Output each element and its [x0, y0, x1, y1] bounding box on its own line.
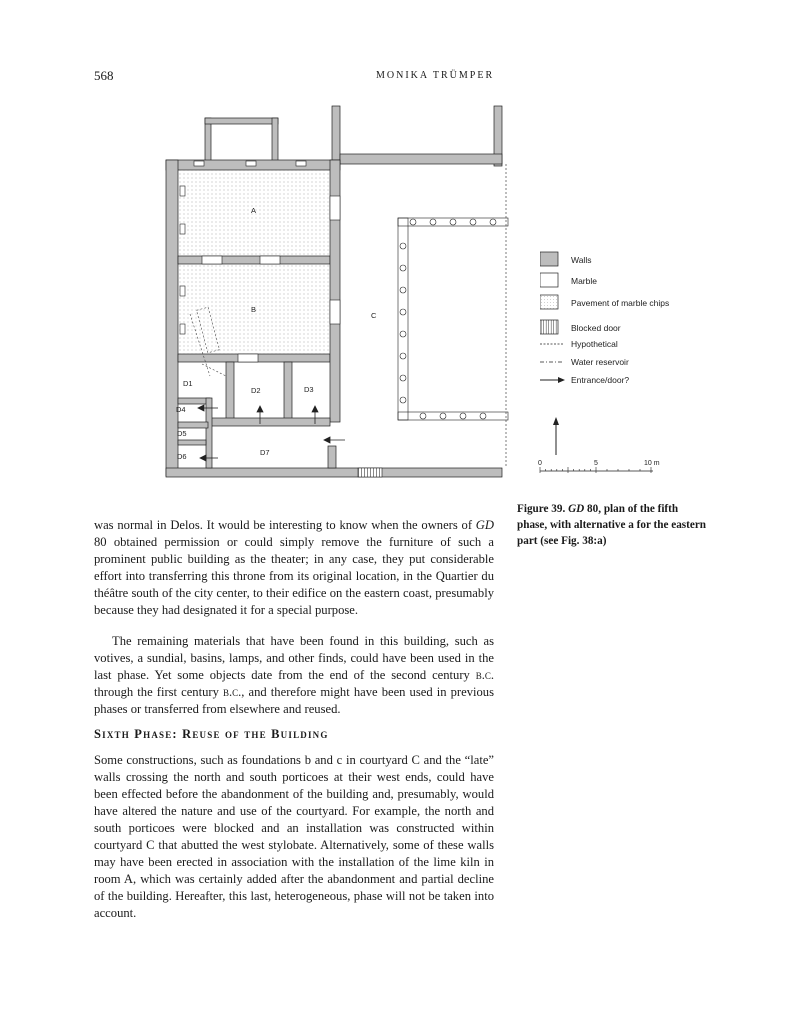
paragraph-2-text-a: The remaining materials that have been found in this building, such as votives, a sundial, basins, lamps, and other finds, could have been used in the last phase. Yet some objects date from the end of the second century — [94, 634, 494, 682]
wall-d2-d3 — [284, 362, 292, 424]
paragraph-1-text-b: 80 obtained permission or could simply remove the furniture of such a prominent public building as the theater; in any case, they put considerable effort into transferring this throne from its original location, in the Quartier du théâtre south of the city center, to their edifice on the eastern coast, presumably because they had designated it for a special purpose. — [94, 535, 494, 617]
wall-d5-north — [178, 422, 208, 428]
wall-east-north — [332, 106, 340, 163]
room-label-d5: D5 — [177, 429, 187, 438]
section-title: Sixth Phase: Reuse of the Building — [94, 727, 329, 741]
figure-legend — [540, 250, 740, 390]
room-label-a: A — [251, 206, 257, 215]
caption-rest: 80, plan of the fifth phase, with alternative a for the eastern part (see Fig. 38:a) — [517, 503, 707, 547]
floor-plan — [150, 96, 530, 496]
room-label-d2: D2 — [251, 386, 261, 395]
threshold-east-b — [330, 300, 340, 324]
paragraph-1-italic: GD — [475, 518, 494, 532]
paragraph-2-era-1: b.c. — [475, 668, 494, 682]
legend-marble-label: Marble — [571, 276, 597, 286]
room-label-d1: D1 — [183, 379, 193, 388]
wall-annex-west — [205, 118, 211, 161]
paragraph-2 — [94, 633, 494, 718]
wall-far-north — [340, 154, 502, 164]
wall-d1-d2 — [226, 362, 234, 424]
legend-pavement-label: Pavement of marble chips — [571, 298, 670, 308]
paragraph-3 — [94, 752, 494, 922]
threshold-east-a — [330, 196, 340, 220]
caption-prefix: Figure 39. — [517, 503, 569, 515]
threshold-south — [358, 468, 382, 477]
caption-italic: GD — [568, 503, 585, 515]
portico-columns — [398, 218, 508, 420]
paragraph-1 — [94, 517, 494, 619]
room-label-c: C — [371, 311, 377, 320]
room-label-d7: D7 — [260, 448, 270, 457]
legend-arrow-icon — [540, 377, 565, 383]
scale-label-0: 0 — [538, 460, 542, 467]
wall-d-south — [210, 418, 330, 426]
legend-blocked-door-swatch — [540, 320, 558, 334]
wall-d7-east — [328, 446, 336, 468]
legend-marble-swatch — [540, 273, 558, 287]
wall-annex-east — [272, 118, 278, 161]
threshold-a-b-2 — [260, 256, 280, 264]
scale-label-5: 5 — [594, 460, 598, 467]
room-label-d6: D6 — [177, 452, 187, 461]
wall-annex-north — [205, 118, 278, 124]
legend-water-label: Water reservoir — [571, 357, 629, 367]
paragraph-1-text-a: was normal in Delos. It would be interesting to know when the owners of — [94, 518, 476, 532]
legend-walls-label: Walls — [571, 255, 592, 265]
north-arrow-icon — [553, 417, 559, 455]
room-label-d3: D3 — [304, 385, 314, 394]
paragraph-2-text-b: through the first century — [94, 685, 223, 699]
wall-d4-north — [178, 398, 210, 404]
wall-south — [166, 468, 502, 477]
running-head: MONIKA TRÜMPER — [376, 70, 495, 81]
entrance-arrows — [198, 405, 345, 461]
wall-d5-south — [178, 440, 206, 445]
threshold-a-b — [202, 256, 222, 264]
legend-hypothetical-label: Hypothetical — [571, 339, 618, 349]
room-label-b: B — [251, 305, 257, 314]
scale-label-10: 10 m — [644, 460, 660, 467]
scale-bar — [538, 415, 668, 475]
legend-arrow-label: Entrance/door? — [571, 375, 630, 385]
paragraph-2-text-c: , and therefore might have been used in previous phases or transferred from elsewhere and reused. — [94, 685, 494, 716]
paragraph-3-text: Some constructions, such as foundations b and c in courtyard C and the “late” walls crossing the north and south porticoes at their west ends, could have been effected before the abandonment of the building and, presumably, would have altered the nature and use of the courtyard. For example, the north and south porticoes were blocked and an installation was constructed within courtyard C that abutted the west stylobate. Alternatively, some of these walls may have been erected in association with the installation of the lime kiln in room A, which was certainly added after the abandonment and partial decline of the building. Hereafter, this last, heterogeneous, phase will not be taken into account. — [94, 753, 494, 920]
legend-walls-swatch — [540, 252, 558, 266]
room-label-d4: D4 — [176, 405, 186, 414]
paragraph-2-era-2: b.c. — [222, 685, 242, 699]
legend-pavement-swatch — [540, 295, 558, 309]
wall-a-b — [178, 256, 330, 264]
figure-caption — [517, 501, 707, 549]
threshold-b-d — [238, 354, 258, 362]
page-number: 568 — [94, 68, 114, 83]
wall-d4-east — [206, 398, 212, 468]
legend-blocked-door-label: Blocked door — [571, 323, 621, 333]
